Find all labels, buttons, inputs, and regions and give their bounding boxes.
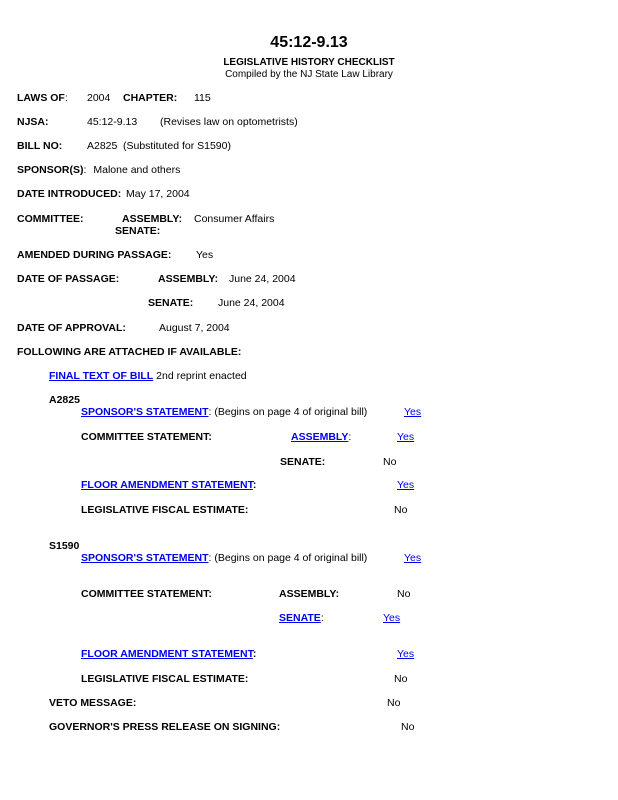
sponsor-value: Malone and others xyxy=(93,164,181,176)
a2825-committee-senate-label: SENATE: xyxy=(280,456,326,468)
njsa-value: 45:12-9.13 xyxy=(87,116,138,128)
a2825-sponsor-desc: : (Begins on page 4 of original bill) xyxy=(208,406,368,418)
a2825-floor-amendment-yes-link[interactable]: Yes xyxy=(397,479,415,491)
chapter-label: CHAPTER: xyxy=(123,92,178,104)
s1590-committee-senate xyxy=(279,612,324,624)
final-text-row xyxy=(49,370,247,382)
press-release-label: GOVERNOR'S PRESS RELEASE ON SIGNING: xyxy=(49,721,281,733)
a2825-floor-amendment-link[interactable]: FLOOR AMENDMENT STATEMENT xyxy=(81,479,253,491)
laws-of-colon: : xyxy=(64,92,68,104)
s1590-floor-row xyxy=(81,648,256,660)
laws-of-label: LAWS OF xyxy=(17,92,65,104)
s1590-committee-label: COMMITTEE STATEMENT: xyxy=(81,588,212,600)
s1590-committee-senate-colon: : xyxy=(320,612,324,624)
passage-assembly-value: June 24, 2004 xyxy=(229,273,296,285)
a2825-committee-assembly-colon: : xyxy=(348,431,352,443)
laws-of-row xyxy=(17,92,68,104)
s1590-sponsor-desc: : (Begins on page 4 of original bill) xyxy=(208,552,368,564)
sponsor-label: SPONSOR(S) xyxy=(17,164,84,176)
a2825-fiscal-label: LEGISLATIVE FISCAL ESTIMATE: xyxy=(81,504,249,516)
a2825-label: A2825 xyxy=(49,394,80,406)
committee-assembly-label: ASSEMBLY: xyxy=(122,213,183,225)
s1590-committee-senate-link[interactable]: SENATE xyxy=(279,612,321,624)
s1590-committee-assembly-value: No xyxy=(397,588,411,600)
press-release-value: No xyxy=(401,721,415,733)
s1590-sponsor-row xyxy=(81,552,367,564)
njsa-desc: (Revises law on optometrists) xyxy=(160,116,298,128)
date-approval-value: August 7, 2004 xyxy=(159,322,230,334)
a2825-committee-assembly-link[interactable]: ASSEMBLY xyxy=(291,431,349,443)
s1590-fiscal-label: LEGISLATIVE FISCAL ESTIMATE: xyxy=(81,673,249,685)
a2825-sponsor-statement-link[interactable]: SPONSOR'S STATEMENT xyxy=(81,406,209,418)
bill-no-label: BILL NO: xyxy=(17,140,63,152)
date-introduced-value: May 17, 2004 xyxy=(126,188,190,200)
sponsor-colon: : xyxy=(83,164,87,176)
a2825-floor-colon: : xyxy=(252,479,257,491)
final-text-link[interactable]: FINAL TEXT OF BILL xyxy=(49,370,154,382)
bill-no-desc: (Substituted for S1590) xyxy=(123,140,231,152)
veto-value: No xyxy=(387,697,401,709)
attached-heading: FOLLOWING ARE ATTACHED IF AVAILABLE: xyxy=(17,346,242,358)
s1590-fiscal-value: No xyxy=(394,673,408,685)
laws-year: 2004 xyxy=(87,92,111,104)
s1590-sponsor-statement-link[interactable]: SPONSOR'S STATEMENT xyxy=(81,552,209,564)
a2825-committee-label: COMMITTEE STATEMENT: xyxy=(81,431,212,443)
amended-value: Yes xyxy=(196,249,214,261)
page-title: 45:12-9.13 xyxy=(270,34,348,51)
passage-senate-label: SENATE: xyxy=(148,297,194,309)
s1590-floor-amendment-yes-link[interactable]: Yes xyxy=(397,648,415,660)
s1590-committee-assembly-label: ASSEMBLY: xyxy=(279,588,340,600)
a2825-committee-senate-value: No xyxy=(383,456,397,468)
date-passage-label: DATE OF PASSAGE: xyxy=(17,273,120,285)
s1590-floor-amendment-link[interactable]: FLOOR AMENDMENT STATEMENT xyxy=(81,648,253,660)
s1590-sponsor-statement-yes-link[interactable]: Yes xyxy=(404,552,422,564)
s1590-label: S1590 xyxy=(49,540,80,552)
document-subtitle: LEGISLATIVE HISTORY CHECKLIST xyxy=(223,57,395,68)
chapter-value: 115 xyxy=(194,92,211,104)
veto-label: VETO MESSAGE: xyxy=(49,697,137,709)
passage-assembly-label: ASSEMBLY: xyxy=(158,273,219,285)
a2825-sponsor-row xyxy=(81,406,367,418)
compiled-by: Compiled by the NJ State Law Library xyxy=(225,69,393,80)
a2825-floor-row xyxy=(81,479,256,491)
a2825-sponsor-statement-yes-link[interactable]: Yes xyxy=(404,406,422,418)
amended-label: AMENDED DURING PASSAGE: xyxy=(17,249,172,261)
s1590-committee-senate-yes-link[interactable]: Yes xyxy=(383,612,401,624)
committee-label: COMMITTEE: xyxy=(17,213,84,225)
final-text-desc: 2nd reprint enacted xyxy=(156,370,247,382)
date-approval-label: DATE OF APPROVAL: xyxy=(17,322,126,334)
passage-senate-value: June 24, 2004 xyxy=(218,297,285,309)
a2825-committee-assembly-yes-link[interactable]: Yes xyxy=(397,431,415,443)
s1590-floor-colon: : xyxy=(252,648,257,660)
date-introduced-label: DATE INTRODUCED: xyxy=(17,188,122,200)
bill-no-value: A2825 xyxy=(87,140,118,152)
sponsor-row xyxy=(17,164,180,176)
a2825-fiscal-value: No xyxy=(394,504,408,516)
a2825-committee-assembly xyxy=(291,431,351,443)
committee-senate-label: SENATE: xyxy=(115,225,161,237)
committee-assembly-value: Consumer Affairs xyxy=(194,213,275,225)
njsa-label: NJSA: xyxy=(17,116,49,128)
